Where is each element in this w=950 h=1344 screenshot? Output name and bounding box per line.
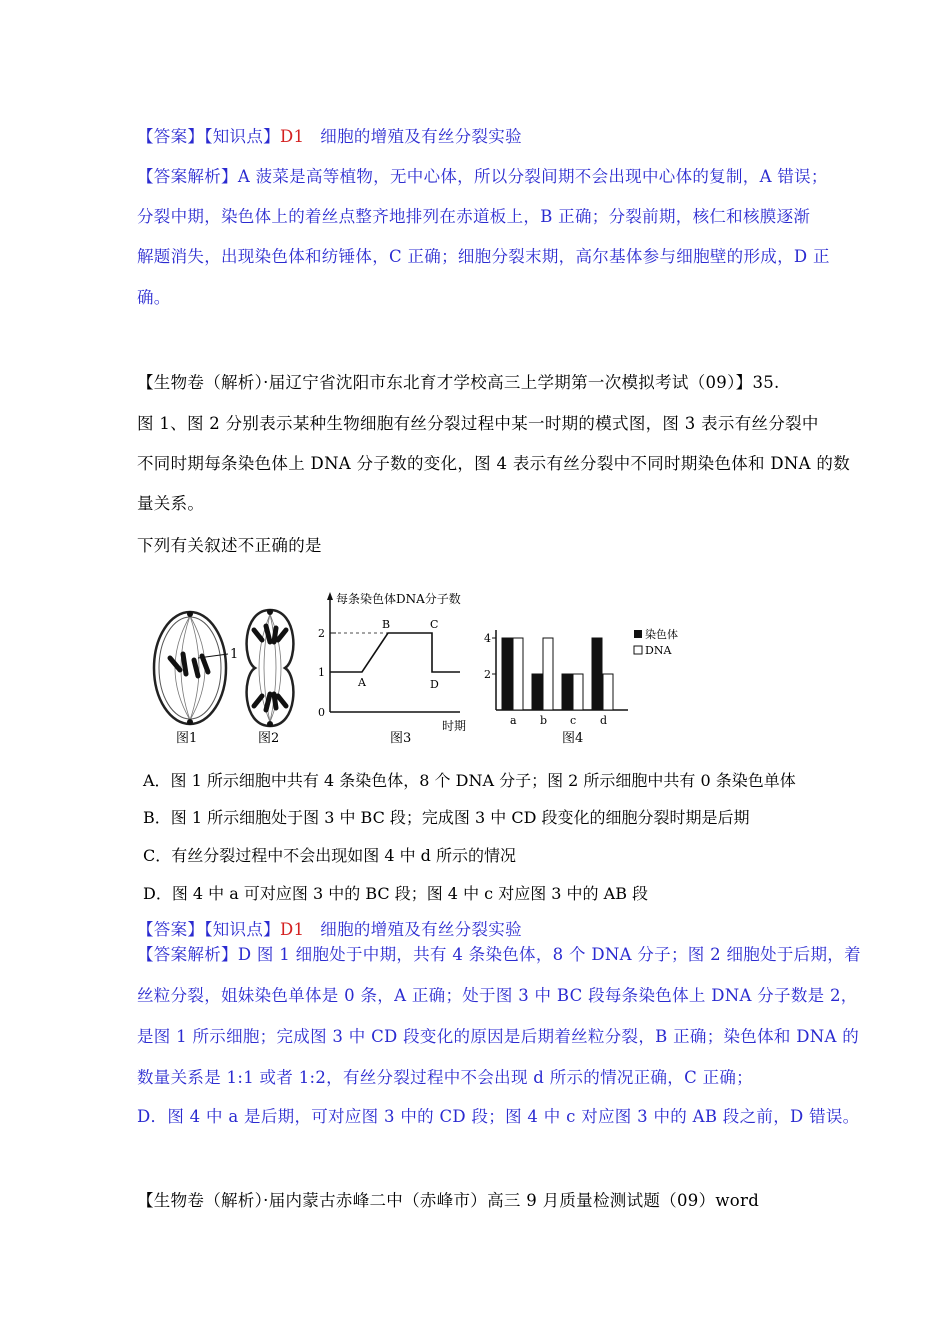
answer-label: 【答案】 [137, 920, 205, 939]
analysis-line-3: 解题消失，出现染色体和纺锤体，C 正确；细胞分裂末期，高尔基体参与细胞壁的形成，D 正 [137, 247, 830, 266]
answer-label: 【答案】 [137, 127, 205, 146]
figure-3-label: 图3 [390, 731, 412, 746]
question-source: 【生物卷（解析）·届辽宁省沈阳市东北育才学校高三上学期第一次模拟考试（09）】35. [137, 373, 780, 392]
figure-4-bar-c-dna [573, 674, 583, 710]
knowledge-point-text: 细胞的增殖及有丝分裂实验 [320, 920, 522, 939]
answer-line-1 [137, 126, 522, 148]
knowledge-point-text: 细胞的增殖及有丝分裂实验 [320, 127, 522, 146]
analysis-text: D 图 1 细胞处于中期，共有 4 条染色体，8 个 DNA 分子；图 2 细胞处于后期，着 [237, 945, 861, 964]
figure-4-bar-b-chromosome [532, 674, 542, 710]
option-b: B．图 1 所示细胞处于图 3 中 BC 段；完成图 3 中 CD 段变化的细胞分裂时期是后期 [143, 808, 750, 827]
answer-line-2 [137, 919, 522, 941]
figure-1-label: 图1 [176, 731, 198, 746]
figure-3-point-d: D [430, 678, 439, 691]
figure-3-chart [327, 592, 460, 712]
figure-3-ylabel: 每条染色体DNA分子数 [336, 592, 461, 606]
figure-3-xlabel: 时期 [442, 719, 467, 733]
question-stem-2: 不同时期每条染色体上 DNA 分子数的变化，图 4 表示有丝分裂中不同时期染色体和 DNA 的数 [137, 454, 851, 473]
figure-4-category-b: b [540, 714, 548, 727]
figure-2-cell [247, 609, 294, 727]
figure-4-legend-dna: DNA [645, 644, 672, 657]
figure-4-bar-a-chromosome [502, 638, 512, 710]
option-c: C．有丝分裂过程中不会出现如图 4 中 d 所示的情况 [143, 846, 517, 865]
figure-3-ytick-2: 2 [318, 627, 325, 640]
analysis-line-1 [137, 166, 828, 188]
figure-3-ytick-1: 1 [318, 666, 325, 679]
figure-2-label: 图2 [258, 731, 280, 746]
next-question-source: 【生物卷（解析）·届内蒙古赤峰二中（赤峰市）高三 9 月质量检测试题（09）word [137, 1191, 760, 1210]
figure-4-ytick-2: 2 [484, 668, 491, 681]
figure-3-point-a: A [358, 676, 366, 689]
option-a: A．图 1 所示细胞中共有 4 条染色体，8 个 DNA 分子；图 2 所示细胞中共有 0 条染色单体 [143, 771, 796, 790]
figure-4-bar-d-dna [603, 674, 613, 710]
knowledge-point-code: D1 [279, 920, 305, 939]
analysis-text: A 菠菜是高等植物，无中心体，所以分裂间期不会出现中心体的复制，A 错误； [237, 167, 828, 186]
figure-4-legend-chromosome-swatch [634, 630, 642, 638]
figure-3-point-c: C [430, 618, 439, 631]
analysis-label: 【答案解析】 [137, 167, 238, 186]
figure-3-ytick-0: 0 [318, 706, 325, 719]
figure-4-chart [492, 630, 628, 727]
figure-4-legend-chromosome: 染色体 [645, 628, 678, 641]
analysis2-line-4: 数量关系是 1:1 或者 1:2，有丝分裂过程中不会出现 d 所示的情况正确，C 正确； [137, 1068, 753, 1087]
figure-1-marker: 1 [230, 647, 239, 662]
figure-3-point-b: B [382, 618, 391, 631]
figure-1-cell [154, 611, 228, 725]
question-stem-1: 图 1、图 2 分别表示某种生物细胞有丝分裂过程中某一时期的模式图，图 3 表示有丝分裂中 [137, 414, 819, 433]
figure-4-bar-b-dna [543, 638, 553, 710]
analysis2-line-1 [137, 944, 861, 966]
figure-3-series-line [330, 633, 460, 672]
figure-4-category-d: d [600, 714, 608, 727]
option-d: D．图 4 中 a 可对应图 3 中的 BC 段；图 4 中 c 对应图 3 中的 AB 段 [143, 884, 649, 903]
figure-4-bar-a-dna [513, 638, 523, 710]
question-figure [150, 590, 678, 750]
figure-4-category-c: c [570, 714, 577, 727]
analysis-label: 【答案解析】 [137, 945, 238, 964]
knowledge-point-label: 【知识点】 [204, 920, 280, 939]
figure-4-legend-dna-swatch [634, 646, 642, 654]
knowledge-point-code: D1 [279, 127, 305, 146]
figure-4-bar-c-chromosome [562, 674, 572, 710]
figure-4-category-a: a [510, 714, 517, 727]
question-prompt: 下列有关叙述不正确的是 [137, 536, 322, 555]
analysis-line-4: 确。 [137, 288, 171, 307]
figure-4-label: 图4 [562, 731, 584, 746]
analysis2-line-3: 是图 1 所示细胞；完成图 3 中 CD 段变化的原因是后期着丝粒分裂，B 正确；染色体和 DNA 的 [137, 1027, 860, 1046]
analysis2-line-5: D．图 4 中 a 是后期，可对应图 3 中的 CD 段；图 4 中 c 对应图 3 中的 AB 段之前，D 错误。 [137, 1107, 860, 1126]
figure-4-bar-d-chromosome [592, 638, 602, 710]
analysis-line-2: 分裂中期，染色体上的着丝点整齐地排列在赤道板上，B 正确；分裂前期，核仁和核膜逐渐 [137, 207, 811, 226]
question-stem-3: 量关系。 [137, 494, 205, 513]
knowledge-point-label: 【知识点】 [204, 127, 280, 146]
analysis2-line-2: 丝粒分裂，姐妹染色单体是 0 条，A 正确；处于图 3 中 BC 段每条染色体上 DNA 分子数是 2， [137, 986, 858, 1005]
figure-4-ytick-4: 4 [484, 632, 491, 645]
